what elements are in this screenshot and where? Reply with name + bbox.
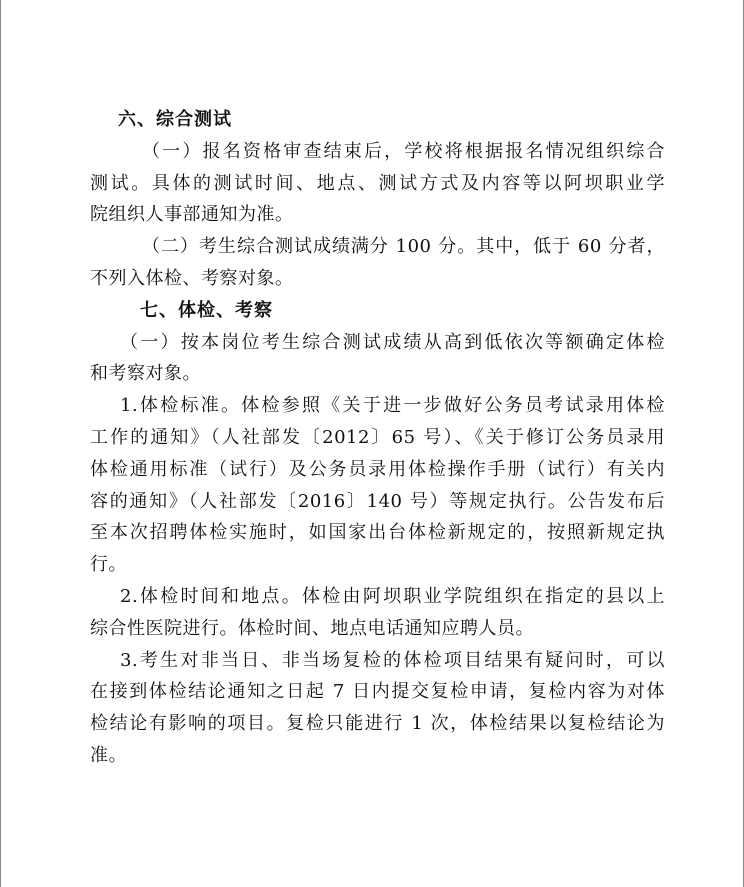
paragraph-line: 测试。具体的测试时间、地点、测试方式及内容等以阿坝职业学 bbox=[90, 172, 665, 194]
paragraph-line: 检结论有影响的项目。复检只能进行 1 次，体检结果以复检结论为 bbox=[90, 713, 665, 735]
paragraph-line: 2.体检时间和地点。体检由阿坝职业学院组织在指定的县以上 bbox=[120, 585, 665, 607]
paragraph-line: 至本次招聘体检实施时，如国家出台体检新规定的，按照新规定执 bbox=[90, 522, 665, 544]
paragraph-line: 体检通用标准（试行）及公务员录用体检操作手册（试行）有关内 bbox=[90, 458, 665, 480]
paragraph-line: 准。 bbox=[90, 744, 127, 766]
paragraph-line: （一）报名资格审查结束后，学校将根据报名情况组织综合 bbox=[142, 140, 665, 162]
paragraph-line: 院组织人事部通知为准。 bbox=[90, 204, 294, 226]
paragraph-line: （二）考生综合测试成绩满分 100 分。其中，低于 60 分者， bbox=[142, 236, 665, 258]
paragraph-line: 工作的通知》（人社部发〔2012〕65 号）、《关于修订公务员录用 bbox=[90, 426, 665, 448]
paragraph-line: 1.体检标准。体检参照《关于进一步做好公务员考试录用体检 bbox=[120, 395, 665, 417]
document-body bbox=[90, 104, 665, 772]
paragraph-line: （一）按本岗位考生综合测试成绩从高到低依次等额确定体检 bbox=[120, 331, 665, 353]
paragraph-line: 容的通知》（人社部发〔2016〕140 号）等规定执行。公告发布后 bbox=[90, 490, 665, 512]
paragraph-line: 3.考生对非当日、非当场复检的体检项目结果有疑问时，可以 bbox=[120, 649, 665, 671]
paragraph-line: 综合性医院进行。体检时间、地点电话通知应聘人员。 bbox=[90, 617, 534, 639]
paragraph-line: 和考察对象。 bbox=[90, 363, 201, 385]
paragraph-line: 行。 bbox=[90, 554, 127, 576]
paragraph-line: 在接到体检结论通知之日起 7 日内提交复检申请，复检内容为对体 bbox=[90, 681, 665, 703]
section-heading-physical-exam: 七、体检、考察 bbox=[140, 299, 273, 321]
page-left-edge bbox=[0, 0, 1, 887]
section-heading-comprehensive-test: 六、综合测试 bbox=[118, 109, 232, 130]
paragraph-line: 不列入体检、考察对象。 bbox=[90, 267, 294, 289]
